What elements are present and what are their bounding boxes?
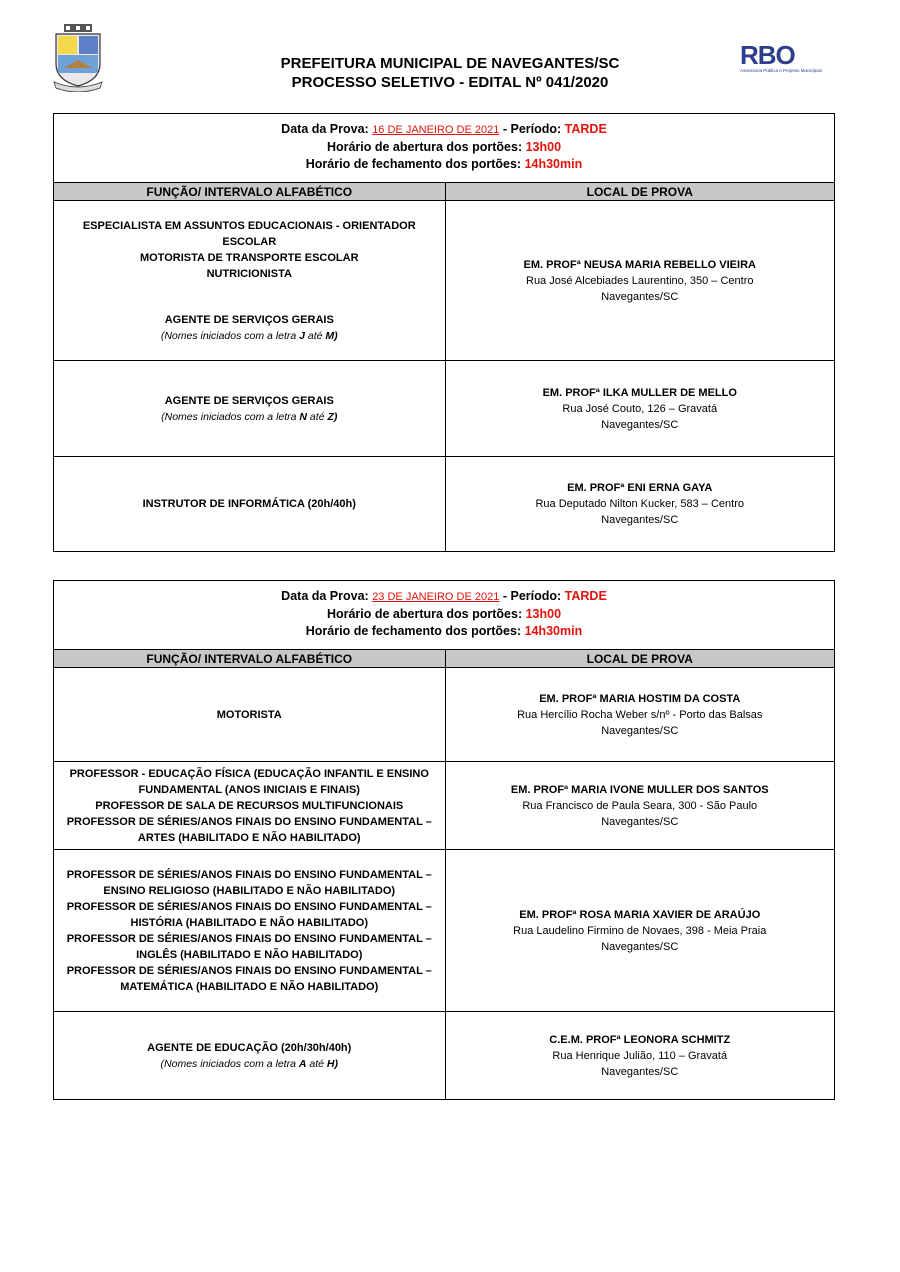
table-row — [54, 361, 834, 457]
function-cell — [54, 762, 445, 850]
gate-open-time: 13h00 — [525, 140, 562, 154]
school-city: Navegantes/SC — [601, 940, 679, 953]
rbo-logo-subtext: Assessoria Pública e Projetos Municipais — [740, 68, 823, 73]
function-cell — [54, 361, 445, 457]
function-name: MOTORISTA — [216, 708, 282, 721]
function-name: PROFESSOR - EDUCAÇÃO FÍSICA (EDUCAÇÃO INFANTIL E ENSINO FUNDAMENTAL (ANOS INICIAIS E FINAIS) — [69, 767, 429, 796]
table-row — [54, 668, 834, 762]
period-label: - Período: — [502, 122, 562, 136]
function-name: AGENTE DE SERVIÇOS GERAIS — [164, 313, 334, 326]
alphabet-range-note: (Nomes iniciados com a letra N até Z) — [161, 410, 338, 423]
school-address: Rua Hercílio Rocha Weber s/nº - Porto das Balsas — [517, 708, 763, 721]
function-cell — [54, 457, 445, 551]
gate-close-time: 14h30min — [524, 624, 583, 638]
page-title: PREFEITURA MUNICIPAL DE NAVEGANTES/SC — [280, 55, 620, 72]
gate-open-time: 13h00 — [525, 607, 562, 621]
school-address: Rua Francisco de Paula Seara, 300 - São Paulo — [522, 799, 758, 812]
rbo-logo-text: RBO — [740, 40, 795, 70]
school-address: Rua José Couto, 126 – Gravatá — [562, 402, 718, 415]
location-cell — [445, 457, 834, 551]
table-row — [54, 457, 834, 551]
municipal-crest-icon — [50, 24, 106, 92]
rbo-logo — [740, 42, 830, 82]
table-row — [54, 1012, 834, 1100]
function-cell — [54, 201, 445, 361]
school-address: Rua Laudelino Firmino de Novaes, 398 - Meia Praia — [513, 924, 767, 937]
school-address: Rua Deputado Nilton Kucker, 583 – Centro — [535, 497, 745, 510]
school-name: EM. PROFª MARIA HOSTIM DA COSTA — [539, 692, 741, 705]
function-cell — [54, 668, 445, 762]
location-cell — [445, 361, 834, 457]
function-cell — [54, 1012, 445, 1100]
school-name: EM. PROFª ILKA MULLER DE MELLO — [542, 386, 737, 399]
exam-schedule-1 — [53, 113, 835, 552]
function-name: PROFESSOR DE SÉRIES/ANOS FINAIS DO ENSINO FUNDAMENTAL – ARTES (HABILITADO E NÃO HABILITADO) — [66, 815, 432, 844]
function-name: AGENTE DE EDUCAÇÃO (20h/30h/40h) — [147, 1041, 352, 1054]
open-label: Horário de abertura dos portões: — [326, 607, 523, 621]
alphabet-range-note: (Nomes iniciados com a letra J até M) — [160, 329, 338, 342]
page-subtitle: PROCESSO SELETIVO - EDITAL Nº 041/2020 — [291, 74, 609, 91]
exam-info-1 — [54, 114, 834, 182]
school-name: EM. PROFª ROSA MARIA XAVIER DE ARAÚJO — [519, 908, 761, 921]
location-cell — [445, 668, 834, 762]
function-name: INSTRUTOR DE INFORMÁTICA (20h/40h) — [142, 497, 356, 510]
school-name: C.E.M. PROFª LEONORA SCHMITZ — [549, 1033, 731, 1046]
exam-period: TARDE — [564, 122, 607, 136]
table-row — [54, 201, 834, 361]
table-row — [54, 850, 834, 1012]
table-row — [54, 762, 834, 850]
exam-period: TARDE — [564, 589, 607, 603]
location-cell — [445, 762, 834, 850]
school-name: EM. PROFª MARIA IVONE MULLER DOS SANTOS — [510, 783, 769, 796]
date-label: Data da Prova: — [281, 122, 369, 136]
school-city: Navegantes/SC — [601, 724, 679, 737]
function-name: AGENTE DE SERVIÇOS GERAIS — [164, 394, 334, 407]
school-name: EM. PROFª ENI ERNA GAYA — [567, 481, 713, 494]
function-name: MOTORISTA DE TRANSPORTE ESCOLAR — [139, 251, 359, 264]
school-city: Navegantes/SC — [601, 815, 679, 828]
function-name: NUTRICIONISTA — [206, 267, 292, 280]
exam-schedule-2 — [53, 580, 835, 1100]
period-label: - Período: — [502, 589, 562, 603]
alphabet-range-note: (Nomes iniciados com a letra A até H) — [160, 1057, 338, 1070]
column-header-location: LOCAL DE PROVA — [445, 183, 834, 201]
function-name: PROFESSOR DE SÉRIES/ANOS FINAIS DO ENSINO FUNDAMENTAL – MATEMÁTICA (HABILITADO E NÃO HABILITADO) — [66, 964, 432, 993]
open-label: Horário de abertura dos portões: — [326, 140, 523, 154]
school-address: Rua Henrique Julião, 110 – Gravatá — [552, 1049, 728, 1062]
close-label: Horário de fechamento dos portões: — [305, 624, 522, 638]
school-address: Rua José Alcebiades Laurentino, 350 – Centro — [526, 274, 754, 287]
location-cell — [445, 201, 834, 361]
function-name: PROFESSOR DE SÉRIES/ANOS FINAIS DO ENSINO FUNDAMENTAL – HISTÓRIA (HABILITADO E NÃO HABILITADO) — [66, 900, 432, 929]
column-header-function: FUNÇÃO/ INTERVALO ALFABÉTICO — [54, 650, 445, 668]
location-cell — [445, 850, 834, 1012]
document-header — [0, 24, 900, 104]
school-city: Navegantes/SC — [601, 1065, 679, 1078]
function-name: PROFESSOR DE SALA DE RECURSOS MULTIFUNCIONAIS — [95, 799, 404, 812]
schedule-table-2 — [54, 649, 834, 1100]
schedule-table-1 — [54, 182, 834, 551]
function-cell — [54, 850, 445, 1012]
column-header-location: LOCAL DE PROVA — [445, 650, 834, 668]
date-label: Data da Prova: — [281, 589, 369, 603]
exam-date: 23 DE JANEIRO DE 2021 — [372, 591, 500, 603]
exam-info-2 — [54, 581, 834, 649]
location-cell — [445, 1012, 834, 1100]
school-city: Navegantes/SC — [601, 513, 679, 526]
function-name: PROFESSOR DE SÉRIES/ANOS FINAIS DO ENSINO FUNDAMENTAL – ENSINO RELIGIOSO (HABILITADO E NÃO HABILITADO) — [66, 868, 432, 897]
school-city: Navegantes/SC — [601, 418, 679, 431]
school-name: EM. PROFª NEUSA MARIA REBELLO VIEIRA — [523, 258, 756, 271]
school-city: Navegantes/SC — [601, 290, 679, 303]
function-name: PROFESSOR DE SÉRIES/ANOS FINAIS DO ENSINO FUNDAMENTAL – INGLÊS (HABILITADO E NÃO HABILITADO) — [66, 932, 432, 961]
close-label: Horário de fechamento dos portões: — [305, 157, 522, 171]
column-header-function: FUNÇÃO/ INTERVALO ALFABÉTICO — [54, 183, 445, 201]
gate-close-time: 14h30min — [524, 157, 583, 171]
exam-date: 16 DE JANEIRO DE 2021 — [372, 124, 500, 136]
function-name: ESPECIALISTA EM ASSUNTOS EDUCACIONAIS - ORIENTADOR ESCOLAR — [82, 219, 416, 248]
